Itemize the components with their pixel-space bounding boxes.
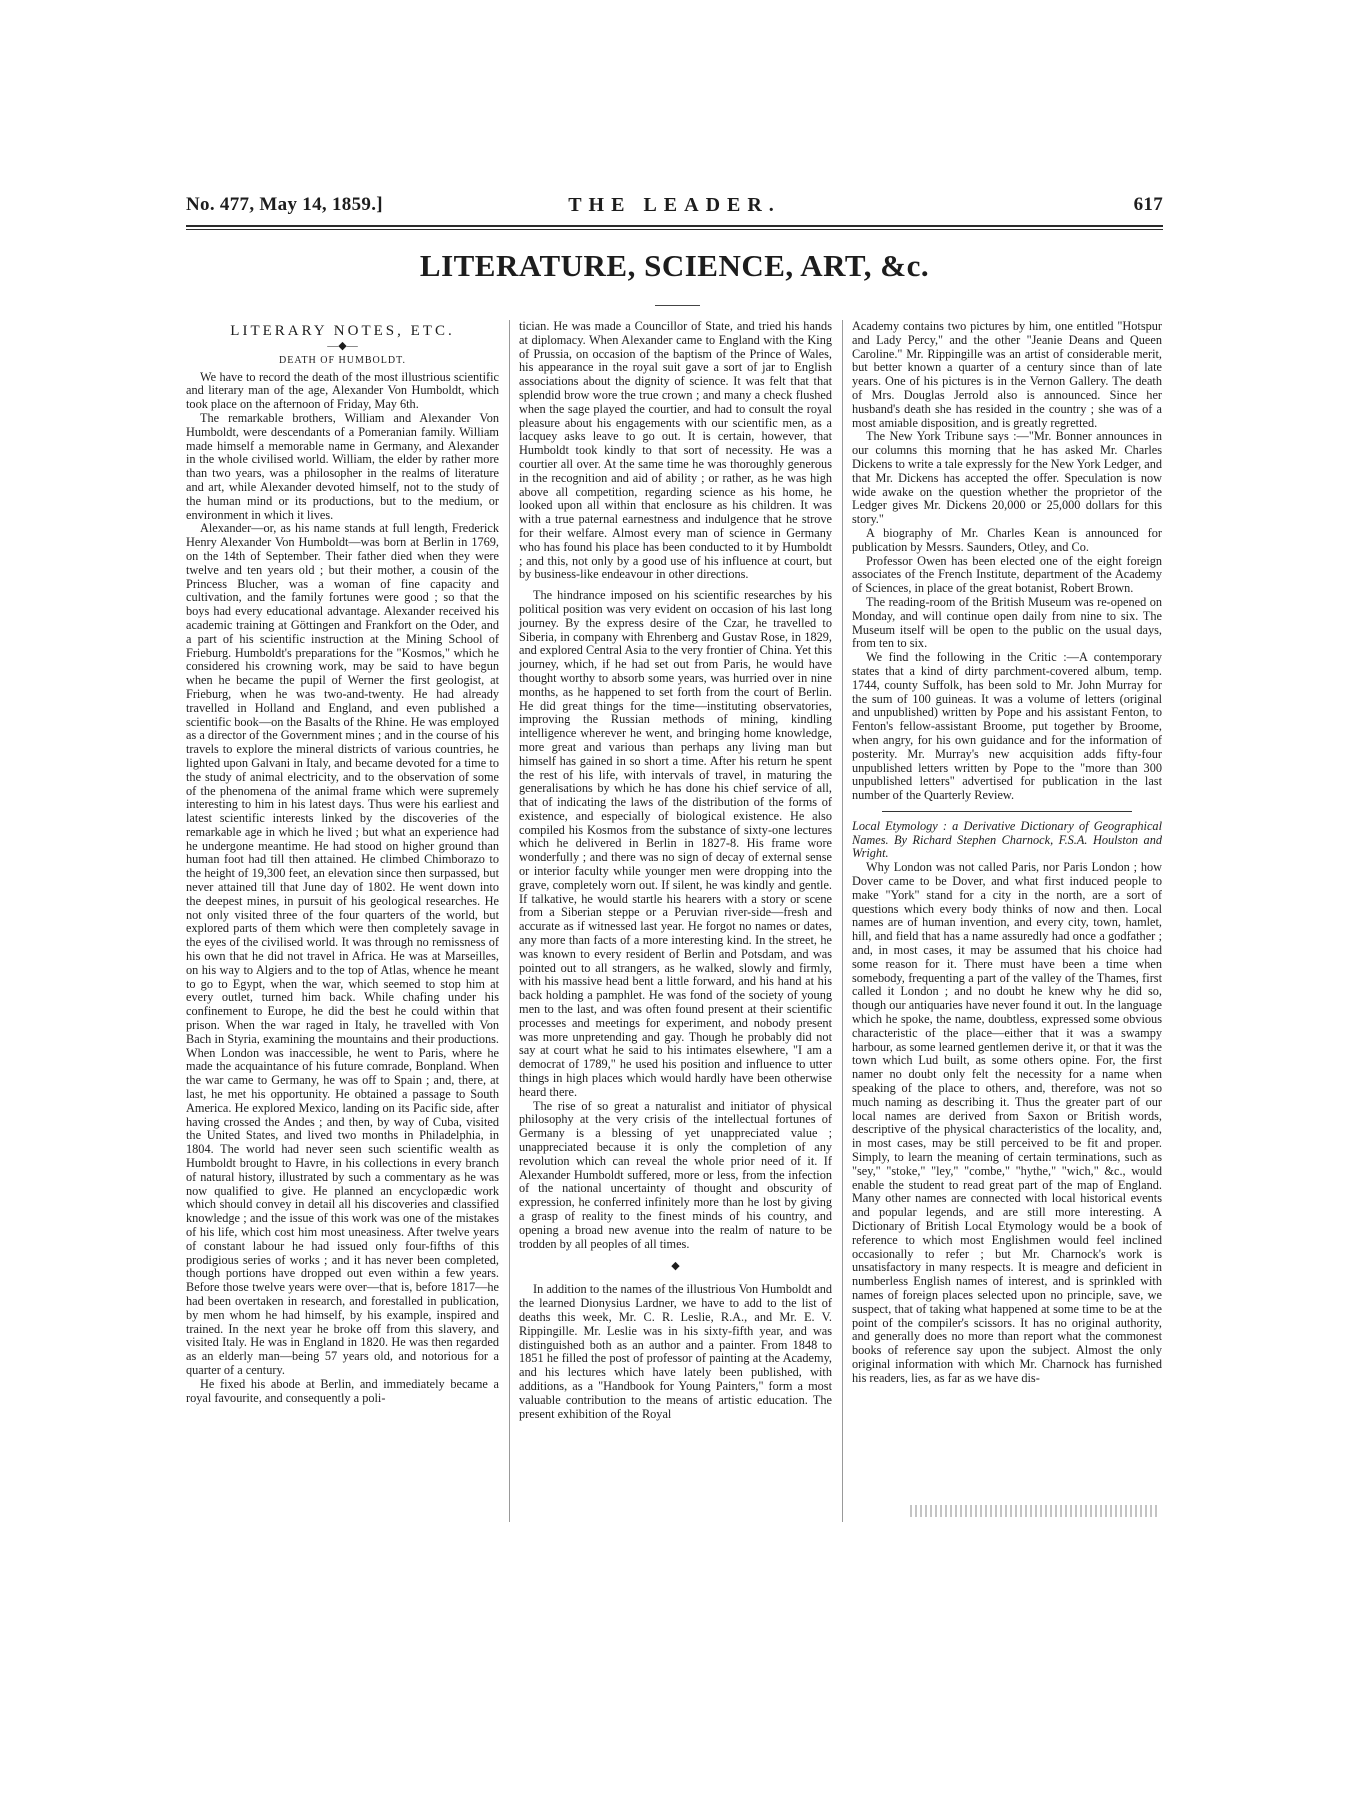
paragraph: In addition to the names of the illustrious Von Humboldt and the learned Dionysius Lardner, we have to add to the list of deaths this week, Mr. C. R. Leslie, R.A., and Mr. E. V. Rippingille. Mr. Leslie was in his sixty-fifth year, and was distinguished both as an author and a painter. From 1848 to 1851 he filled the post of professor of painting at the Academy, and his lectures which have lately been published, with additions, as a "Handbook for Young Painters," form a most valuable contribution to the means of artistic education. The present exhibition of the Royal — [519, 1282, 832, 1421]
column-1 — [186, 320, 499, 1405]
print-smudge — [910, 1505, 1160, 1517]
column-divider-1 — [509, 320, 510, 1522]
column-divider-2 — [842, 320, 843, 1522]
section-title: LITERARY NOTES, ETC. — [230, 323, 455, 339]
column-2 — [519, 320, 832, 1421]
ornament-diamond: ◆ — [671, 1260, 680, 1273]
paragraph: We have to record the death of the most illustrious scientific and literary man of the age, Alexander Von Humboldt, which took place on the afternoon of Friday, May 6th. — [186, 369, 499, 412]
paragraph: Alexander—or, as his name stands at full length, Frederick Henry Alexander Von Humboldt—was born at Berlin in 1769, on the 14th of September. Their father died when they were twelve and ten years old ; but their mother, a cousin of the Princess Blucher, was a woman of fine capacity and cultivation, and the family fortunes were good ; so that the boys had every educational advantage. Alexander received his academic training at Göttingen and Frankfort on the Oder, and a part of his scientific instruction at the Mining School of Frieburg. Humboldt's preparations for the "Kosmos," which he considered his crowning work, may be said to have begun when he became the pupil of Werner the first geologist, at Frieburg, when he was two-and-twenty. He had already travelled in Holland and England, and even published a scientific book—on the Basalts of the Rhine. He was employed as a director of the Government mines ; and in the course of his travels to explore the mineral districts of various countries, he lighted upon Galvani in Italy, and became devoted for a time to the study of animal electricity, and to the observation of some of the phenomena of the animal frame which were supremely interesting to him in his latest days. Thus were his earliest and latest scientific interests linked by the discoveries of the remarkable age in which he lived ; but what an experience had he undergone meantime. He had stood on higher ground than human foot had till then attained. He climbed Chimborazo to the height of 19,300 feet, an elevation since then surpassed, but never attained till that June day of 1802. He went down into the deepest mines, in pursuit of his geological researches. He not only visited three of the four quarters of the world, but explored parts of them which were then completely savage in the eyes of the civilised world. It was through no remissness of his own that he did not travel in Africa. He was at Marseilles, on his way to Algiers and to the top of Atlas, whence he meant to go to Egypt, when the war, which seemed to stop him at every outlet, turned him back. While chafing under his confinement to Europe, he did the best he could within that prison. When the war raged in Italy, he travelled with Von Bach in Styria, examining the mountains and their productions. When London was inaccessible, he went to Paris, where he made the acquaintance of his future comrade, Bonpland. When the war came to Germany, he was off to Spain ; and, there, at last, he met his opportunity. He obtained a passage to South America. He explored Mexico, landing on its Pacific side, after having crossed the Andes ; and then, by way of Cuba, visited the United States, and lived two months in Philadelphia, in 1804. The world had never seen such scientific wealth as Humboldt brought to Havre, in his collections in every branch of natural history, illustrated by such a commentary as he was now qualified to give. He planned an encyclopædic work which should convey in detail all his discoveries and classified knowledge ; and the issue of this work was one of the mistakes of his life, which cost him most uneasiness. After twelve years of constant labour he had issued only four-fifths of this prodigious series of works ; and it has never been completed, though portions have dropped out even within a few years. Before those twelve years were over—that is, before 1817—he had been overtaken in research, and forestalled in publication, by men whom he had himself, by his example, inspired and trained. In the next year he broke off from this slavery, and visited Italy. He was in England in 1820. He was then regarded as an elderly man—being 57 years old, and notorious for a quarter of a century. — [186, 521, 499, 1377]
paragraph: The reading-room of the British Museum was re-opened on Monday, and will continue open daily from nine to six. The Museum itself will be open to the public on the usual days, from ten to six. — [852, 594, 1162, 651]
section-separator — [882, 811, 1132, 812]
issue-line: No. 477, May 14, 1859.] — [186, 194, 383, 215]
paragraph: He fixed his abode at Berlin, and immediately became a royal favourite, and consequently a poli- — [186, 1376, 499, 1405]
paragraph: We find the following in the Critic :—A contemporary states that a kind of dirty parchment-covered album, temp. 1744, county Suffolk, has been sold to Mr. John Murray for the sum of 100 guineas. It was a volume of letters (original and unpublished) written by Pope and his assistant Fenton, to Fenton's fellow-assistant Broome, put together by Broome, when angry, for his own guidance and for the information of posterity. Mr. Murray's new acquisition adds fifty-four unpublished letters written by Pope to the "more than 300 unpublished letters" advertised for publication in the last number of the Quarterly Review. — [852, 650, 1162, 803]
column-3 — [852, 320, 1162, 1386]
paragraph: The hindrance imposed on his scientific researches by his political position was very evident on occasion of his last long journey. By the express desire of the Czar, he travelled to Siberia, in company with Ehrenberg and Gustav Rose, in 1829, and explored Central Asia to the very frontier of China. Yet this journey, which, if he had set out from Paris, he would have thought worthy to absorb some years, was hurried over in nine months, as he happened to set forth from the court of Berlin. He did great things for the time—instituting observatories, improving the Russian methods of mining, kindling intelligence wherever he went, and bringing home knowledge, more great and various than perhaps any living man but himself has gained in so short a time. After his return he spent the rest of his life, with intervals of travel, in maturing the generalisations by which he has done his chief service of all, that of indicating the laws of the distribution of the forms of existence, and especially of biological existence. He also compiled his Kosmos from the substance of sixty-one lectures which he delivered in Berlin in 1827-8. His frame wore wonderfully ; and there was no sign of decay of external sense or interior faculty while younger men were dropping into the grave, completely worn out. If silent, he was kindly and gentle. If talkative, he would startle his hearers with a story or scene from a Siberian steppe or a Peruvian river-side—fresh and accurate as if witnessed last year. He forgot no names or dates, any more than facts of a more interesting kind. In the street, he was known to every resident of Berlin and Potsdam, and was pointed out to all strangers, as he walked, slowly and firmly, with his massive head bent a little forward, and his hand at his back holding a pamphlet. He was fond of the society of young men to the last, and was often found present at their scientific processes and meetings for experiment, and nobody present was more unpretending and gay. Though he probably did not say at court what he said to his intimates elsewhere, "I am a democrat of 1789," he used his position and influence to utter things in high places which would hardly have been otherwise heard there. — [519, 588, 832, 1099]
paragraph: Professor Owen has been elected one of the eight foreign associates of the French Institute, department of the Academy of Sciences, in place of the great botanist, Robert Brown. — [852, 553, 1162, 596]
page-number: 617 — [1133, 194, 1163, 215]
header-rule-thick — [186, 225, 1163, 227]
paragraph: Academy contains two pictures by him, one entitled "Hotspur and Lady Percy," and the other "Jeanie Deans and Queen Caroline." Mr. Rippingille was an artist of considerable merit, but better known a quarter of a century since than of late years. One of his pictures is in the Vernon Gallery. The death of Mrs. Douglas Jerrold also is announced. Since her husband's death she has resided in the country ; she was of a most amiable disposition, and is greatly regretted. — [852, 319, 1162, 430]
article-subtitle: DEATH OF HUMBOLDT. — [279, 354, 406, 366]
paragraph: tician. He was made a Councillor of State, and tried his hands at diplomacy. When Alexander came to England with the King of Prussia, on occasion of the baptism of the Prince of Wales, his appearance in the royal suit gave a sort of jar to English associations about the dignity of science. It was felt that that splendid brow wore the true crown ; and many a check flushed when the sage played the courtier, and had to consult the royal pleasure about his engagements with our scientific men, as a lacquey asks leave to go out. It is certain, however, that Humboldt took kindly to that sort of necessity. He was a courtier all over. At the same time he was thoroughly generous in the recognition and aid of ability ; or rather, as he was high above all competition, regarding science as his home, he looked upon all within that enclosure as his children. It was with a true paternal earnestness and indulgence that he strove for their welfare. Almost every man of science in Germany who has found his place has been conducted to it by Humboldt ; and this, not only by a good use of his influence at court, but by business-like endeavour in other directions. — [519, 319, 832, 582]
page-header — [186, 194, 1163, 224]
title-ornament-rule — [655, 305, 700, 306]
paragraph: The remarkable brothers, William and Alexander Von Humboldt, were descendants of a Pomeranian family. William made himself a memorable name in Germany, and Alexander in the whole civilised world. William, the elder by rather more than two years, was a philosopher in the realms of literature and art, while Alexander devoted himself, not to the study of the human mind or its productions, but to the medium, or environment in which it lives. — [186, 410, 499, 522]
paragraph: A biography of Mr. Charles Kean is announced for publication by Messrs. Saunders, Otley, and Co. — [852, 525, 1162, 554]
masthead: THE LEADER. — [568, 194, 781, 216]
paragraph: The rise of so great a naturalist and initiator of physical philosophy at the very crisis of the intellectual fortunes of Germany is a blessing of yet unappreciated value ; unappreciated because it is only the completion of any revolution which can reveal the whole prior need of it. If Alexander Humboldt suffered, more or less, from the infection of the national uncertainty of thought and obscurity of expression, he conferred infinitely more than he lost by giving a grasp of reality to the finest minds of his country, and opening a broad new avenue into the realm of nature to be trodden by all peoples of all times. — [519, 1098, 832, 1251]
review-heading: Local Etymology : a Derivative Dictionary of Geographical Names. By Richard Stephen Charnock, F.S.A. Houlston and Wright. — [852, 818, 1162, 861]
ornament-diamond: —◆— — [327, 339, 358, 352]
header-rule-thin — [186, 229, 1163, 230]
paragraph: The New York Tribune says :—"Mr. Bonner announces in our columns this morning that he has asked Mr. Charles Dickens to write a tale expressly for the New York Ledger, and that Mr. Dickens has accepted the offer. Speculation is now wide awake on the question whether the proprietor of the Ledger gives Mr. Dickens 20,000 or 25,000 dollars for this story." — [852, 429, 1162, 527]
review-paragraph: Why London was not called Paris, nor Paris London ; how Dover came to be Dover, and what first induced people to make "York" stand for a city in the north, are a sort of questions which every body thinks of now and then. Local names are of human invention, and every city, town, hamlet, hill, and field that has a name assuredly had once a godfather ; and, in most cases, it may be assumed that his choice had some reason for it. There must have been a time when somebody, frequenting a part of the valley of the Thames, first called it London ; and no doubt he knew why he did so, though our antiquaries have never found it out. In the language which he spoke, the name, doubtless, expressed some obvious characteristic of the place—either that it was a swampy harbour, as some learned gentlemen derive it, or that it was the town which Lud built, as some others opine. For, the first namer no doubt only felt the necessity for a name when speaking of the place to others, and, therefore, was not so much naming as describing it. Thus the greater part of our local names are derived from Saxon or British words, descriptive of the physical characteristics of the locality, and, in most cases, may be still perceived to be fit and proper. Simply, to learn the meaning of certain terminations, such as "sey," "stoke," "ley," "combe," "hythe," "wich," &c., would enable the student to read great part of the map of England. Many other names are connected with local historical events and popular legends, and are still more interesting. A Dictionary of British Local Etymology would be a book of reference to which most Englishmen would feel inclined occasionally to refer ; but Mr. Charnock's work is unsatisfactory in many respects. It is meagre and deficient in numberless English names of interest, and is sprinkled with names of foreign places selected upon no principle, save, we suspect, that of taking what happened at some time to be at the point of the compiler's scissors. It has no original authority, and generally does no more than report what the commonest books of reference say upon the subject. Almost the only original information with which Mr. Charnock has furnished his readers, lies, as far as we have dis- — [852, 860, 1162, 1385]
page-title: LITERATURE, SCIENCE, ART, &c. — [419, 248, 930, 283]
